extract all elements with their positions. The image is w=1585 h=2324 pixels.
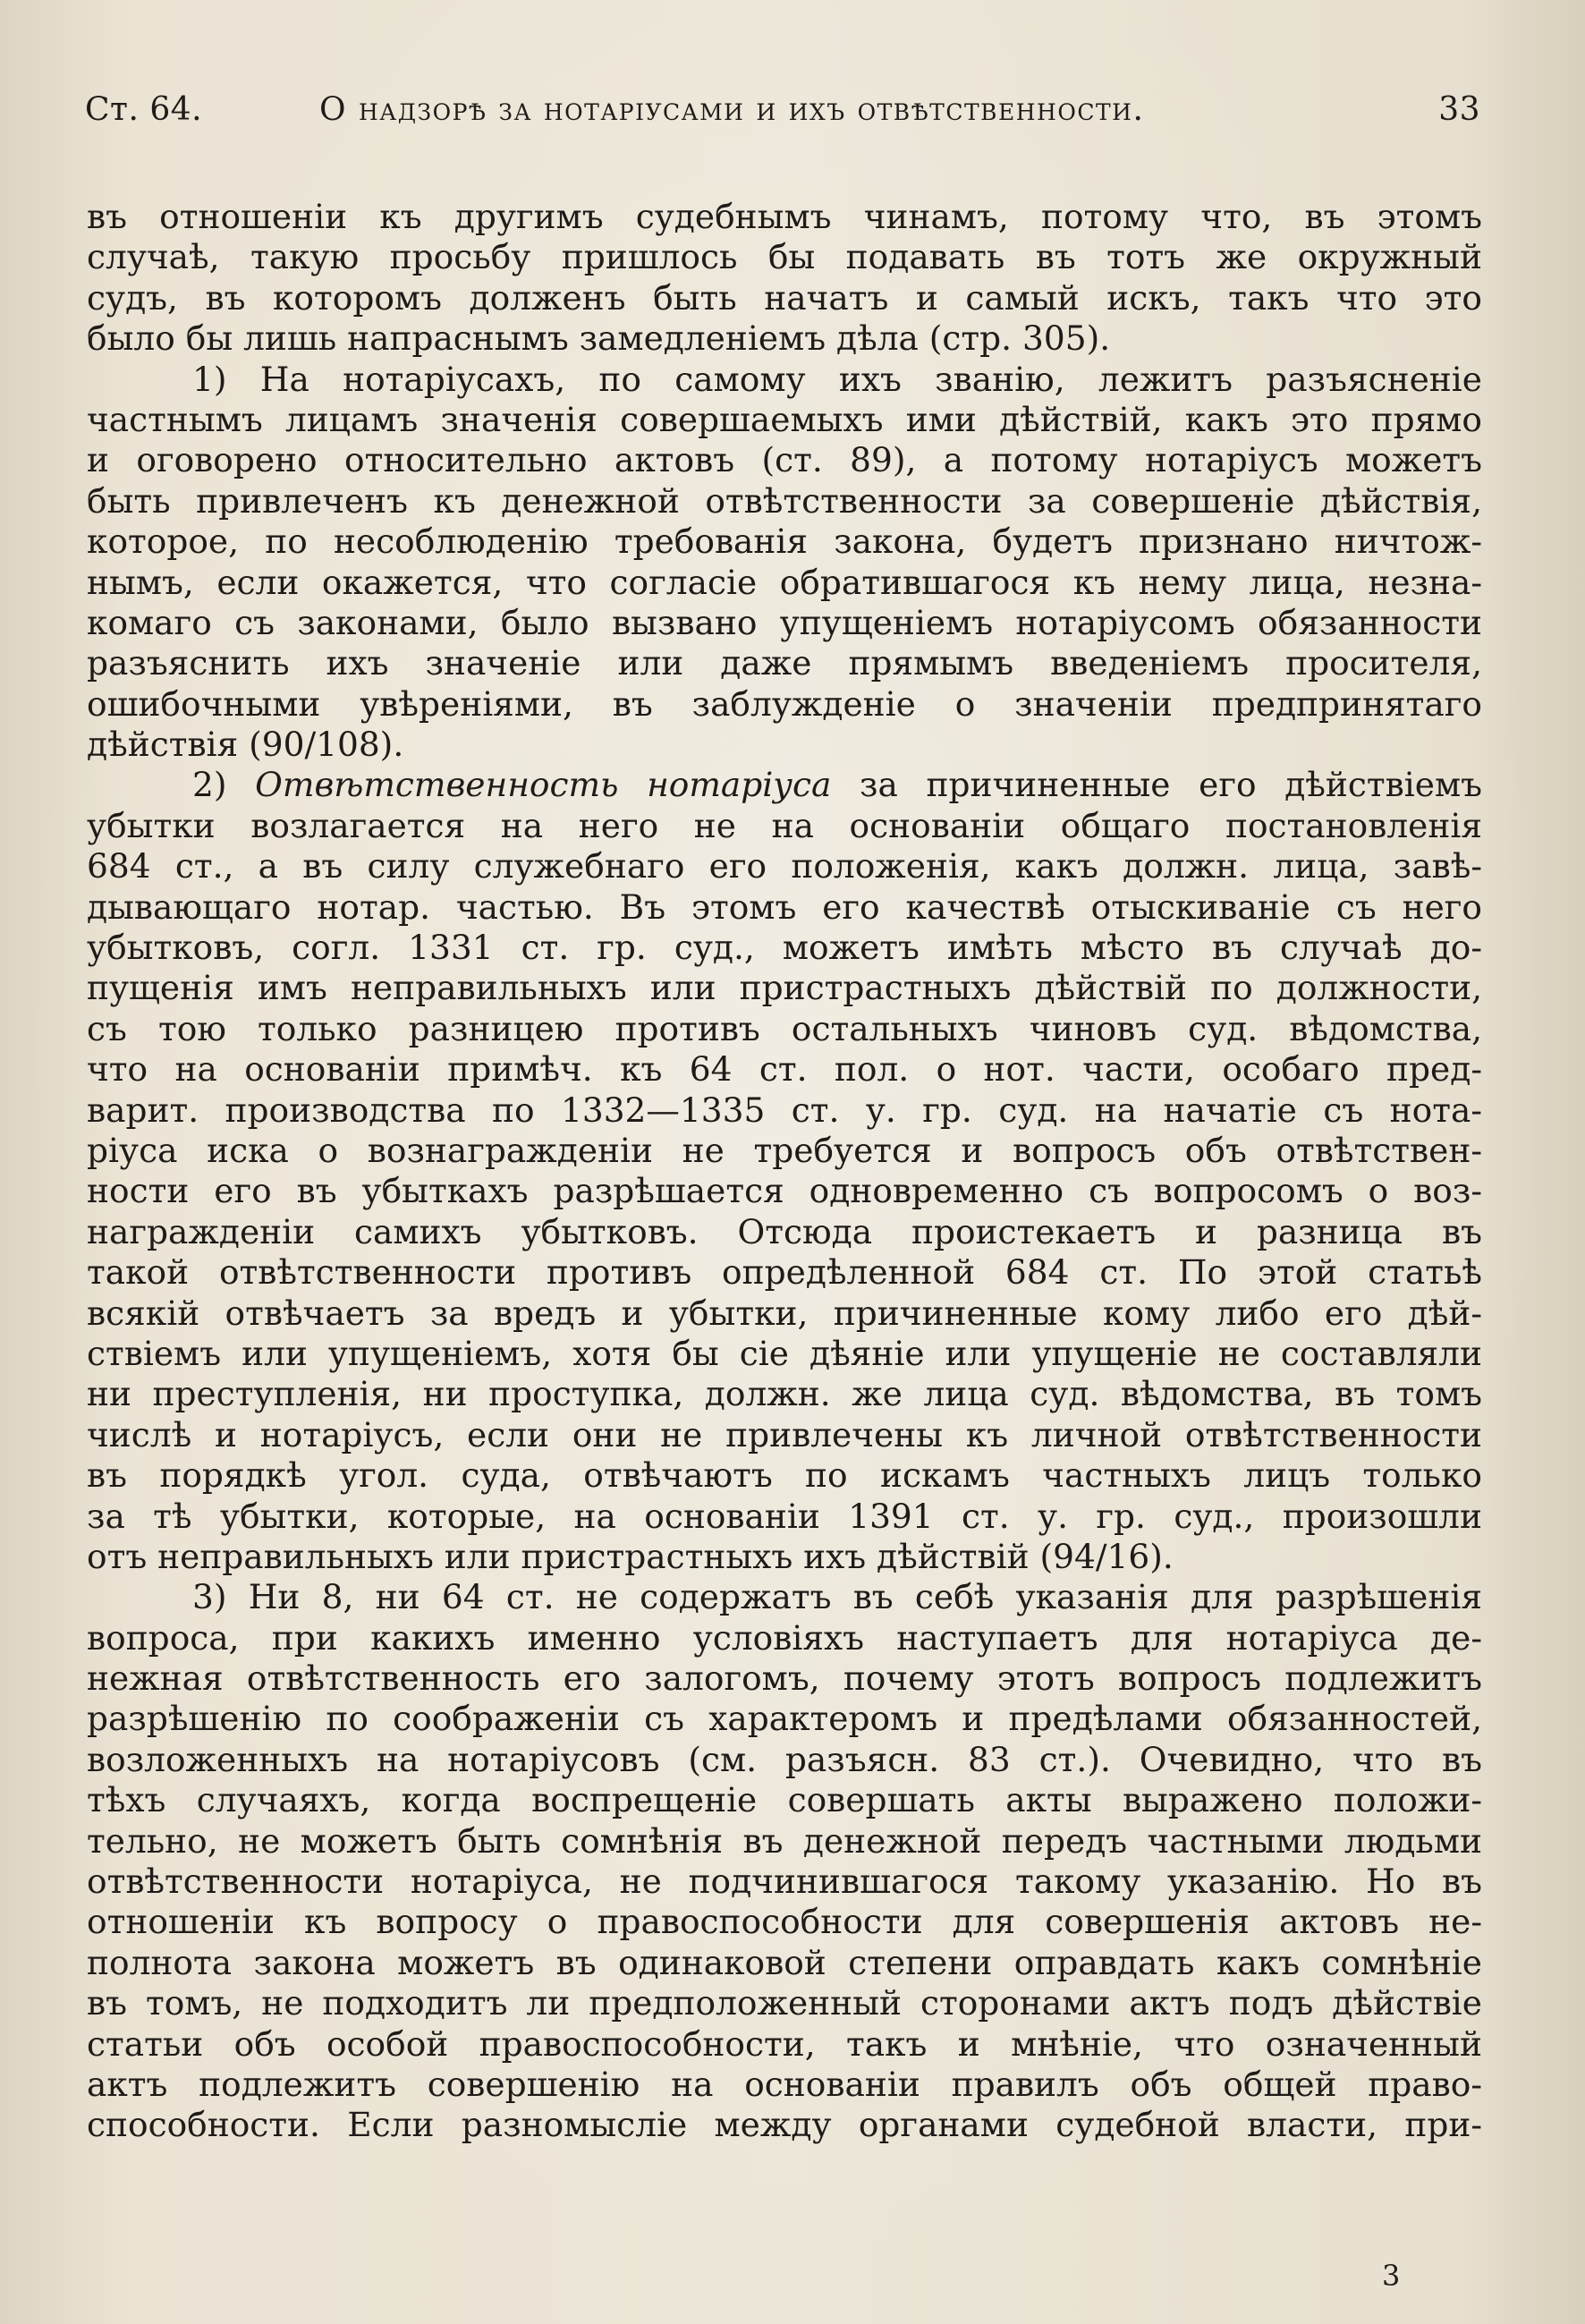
text-line: ни преступленія, ни проступка, должн. же лица суд. вѣдомства, въ томъ — [87, 1374, 1482, 1414]
page-number: 33 — [1438, 91, 1480, 128]
text-line: вопроса, при какихъ именно условіяхъ наступаетъ для нотаріуса де- — [87, 1617, 1482, 1658]
italic-term: Отвѣтственность нотаріуса — [255, 765, 832, 805]
text-line: всякій отвѣчаетъ за вредъ и убытки, причиненные кому либо его дѣй- — [87, 1293, 1482, 1333]
text-line — [87, 765, 1482, 805]
text-line: за тѣ убытки, которые, на основаніи 1391 ст. у. гр. суд., произошли — [87, 1496, 1482, 1536]
header-article-ref: Ст. 64. — [85, 91, 203, 128]
text-line: 3) Ни 8, ни 64 ст. не содержатъ въ себѣ указанія для разрѣшенія — [192, 1577, 1482, 1617]
text-line: 684 ст., а въ силу служебнаго его положенія, какъ должн. лица, завѣ- — [87, 846, 1482, 886]
text-line: и оговорено относительно актовъ (ст. 89), а потому нотаріусъ можетъ — [87, 440, 1482, 480]
text-line: дѣйствія (90/108). — [87, 725, 404, 765]
text-line: актъ подлежитъ совершенію на основаніи правилъ объ общей право- — [87, 2064, 1482, 2104]
text-line: 1) На нотаріусахъ, по самому ихъ званію, лежитъ разъясненіе — [192, 359, 1482, 399]
text-line: отвѣтственности нотаріуса, не подчинившагося такому указанію. Но въ — [87, 1862, 1482, 1902]
text-line: быть привлеченъ къ денежной отвѣтственности за совершеніе дѣйствія, — [87, 480, 1482, 521]
text-line: судъ, въ которомъ долженъ быть начатъ и самый искъ, такъ что это — [87, 277, 1482, 318]
running-header — [85, 82, 1480, 136]
text-line: такой отвѣтственности противъ опредѣленной 684 ст. По этой статьѣ — [87, 1252, 1482, 1293]
text-line: возложенныхъ на нотаріусовъ (см. разъясн. 83 ст.). Очевидно, что въ — [87, 1739, 1482, 1779]
text-line: разъяснить ихъ значеніе или даже прямымъ введеніемъ просителя, — [87, 643, 1482, 683]
text-line: тельно, не можетъ быть сомнѣнія въ денежной передъ частными людьми — [87, 1820, 1482, 1861]
header-title: О надзорѣ за нотаріусами и ихъ отвѣтственности. — [319, 91, 1145, 128]
text-line: съ тою только разницею противъ остальныхъ чиновъ суд. вѣдомства, — [87, 1008, 1482, 1048]
text-line: статьи объ особой правоспособности, такъ и мнѣніе, что означенный — [87, 2023, 1482, 2064]
text-line: что на основаніи примѣч. къ 64 ст. пол. о нот. части, особаго пред- — [87, 1049, 1482, 1090]
text-line: частнымъ лицамъ значенія совершаемыхъ ими дѣйствій, какъ это прямо — [87, 399, 1482, 439]
text-line: числѣ и нотаріусъ, если они не привлечены къ личной отвѣтственности — [87, 1414, 1482, 1455]
text-line: комаго съ законами, было вызвано упущеніемъ нотаріусомъ обязанности — [87, 602, 1482, 642]
text-line: награжденіи самихъ убытковъ. Отсюда проистекаетъ и разница въ — [87, 1211, 1482, 1251]
text-line: которое, по несоблюденію требованія закона, будетъ признано ничтож- — [87, 522, 1482, 562]
text-line: въ томъ, не подходитъ ли предположенный сторонами актъ подъ дѣйствіе — [87, 1983, 1482, 2023]
text-line: полнота закона можетъ въ одинаковой степени оправдать какъ сомнѣніе — [87, 1942, 1482, 1982]
text-line: нымъ, если окажется, что согласіе обратившагося къ нему лица, незна- — [87, 562, 1482, 602]
text-line: тѣхъ случаяхъ, когда воспрещеніе совершать акты выражено положи- — [87, 1780, 1482, 1820]
text-line: нежная отвѣтственность его залогомъ, почему этотъ вопросъ подлежитъ — [87, 1658, 1482, 1699]
text-line: ности его въ убыткахъ разрѣшается одновременно съ вопросомъ о воз- — [87, 1171, 1482, 1211]
line-prefix: 2) — [192, 765, 256, 805]
text-line: въ отношеніи къ другимъ судебнымъ чинамъ, потому что, въ этомъ — [87, 197, 1482, 236]
text-line: случаѣ, такую просьбу пришлось бы подавать въ тотъ же окружный — [87, 237, 1482, 277]
body-text — [87, 197, 1482, 2146]
text-line: разрѣшенію по соображеніи съ характеромъ и предѣлами обязанностей, — [87, 1699, 1482, 1739]
text-line: способности. Если разномысліе между органами судебной власти, при- — [87, 2105, 1482, 2145]
text-line: въ порядкѣ угол. суда, отвѣчаютъ по искамъ частныхъ лицъ только — [87, 1455, 1482, 1496]
signature-mark: 3 — [1382, 2259, 1401, 2293]
text-line: убытки возлагается на него не на основаніи общаго постановленія — [87, 805, 1482, 845]
text-line: было бы лишь напраснымъ замедленіемъ дѣла (стр. 305). — [87, 318, 1111, 359]
text-line: пущенія имъ неправильныхъ или пристрастныхъ дѣйствій по должности, — [87, 968, 1482, 1008]
text-line: убытковъ, согл. 1331 ст. гр. суд., можетъ имѣть мѣсто въ случаѣ до- — [87, 928, 1482, 968]
text-line: отъ неправильныхъ или пристрастныхъ ихъ дѣйствій (94/16). — [87, 1536, 1174, 1576]
line-text: за причиненные его дѣйствіемъ — [831, 765, 1482, 805]
text-line: ошибочными увѣреніями, въ заблужденіе о значеніи предпринятаго — [87, 683, 1482, 724]
text-line: дывающаго нотар. частью. Въ этомъ его качествѣ отыскиваніе съ него — [87, 886, 1482, 927]
text-line: ріуса иска о вознагражденіи не требуется и вопросъ объ отвѣтствен- — [87, 1130, 1482, 1170]
text-line: ствіемъ или упущеніемъ, хотя бы сіе дѣяніе или упущеніе не составляли — [87, 1333, 1482, 1373]
text-line: отношеніи къ вопросу о правоспособности для совершенія актовъ не- — [87, 1902, 1482, 1942]
text-line: варит. производства по 1332—1335 ст. у. гр. суд. на начатіе съ нота- — [87, 1090, 1482, 1130]
